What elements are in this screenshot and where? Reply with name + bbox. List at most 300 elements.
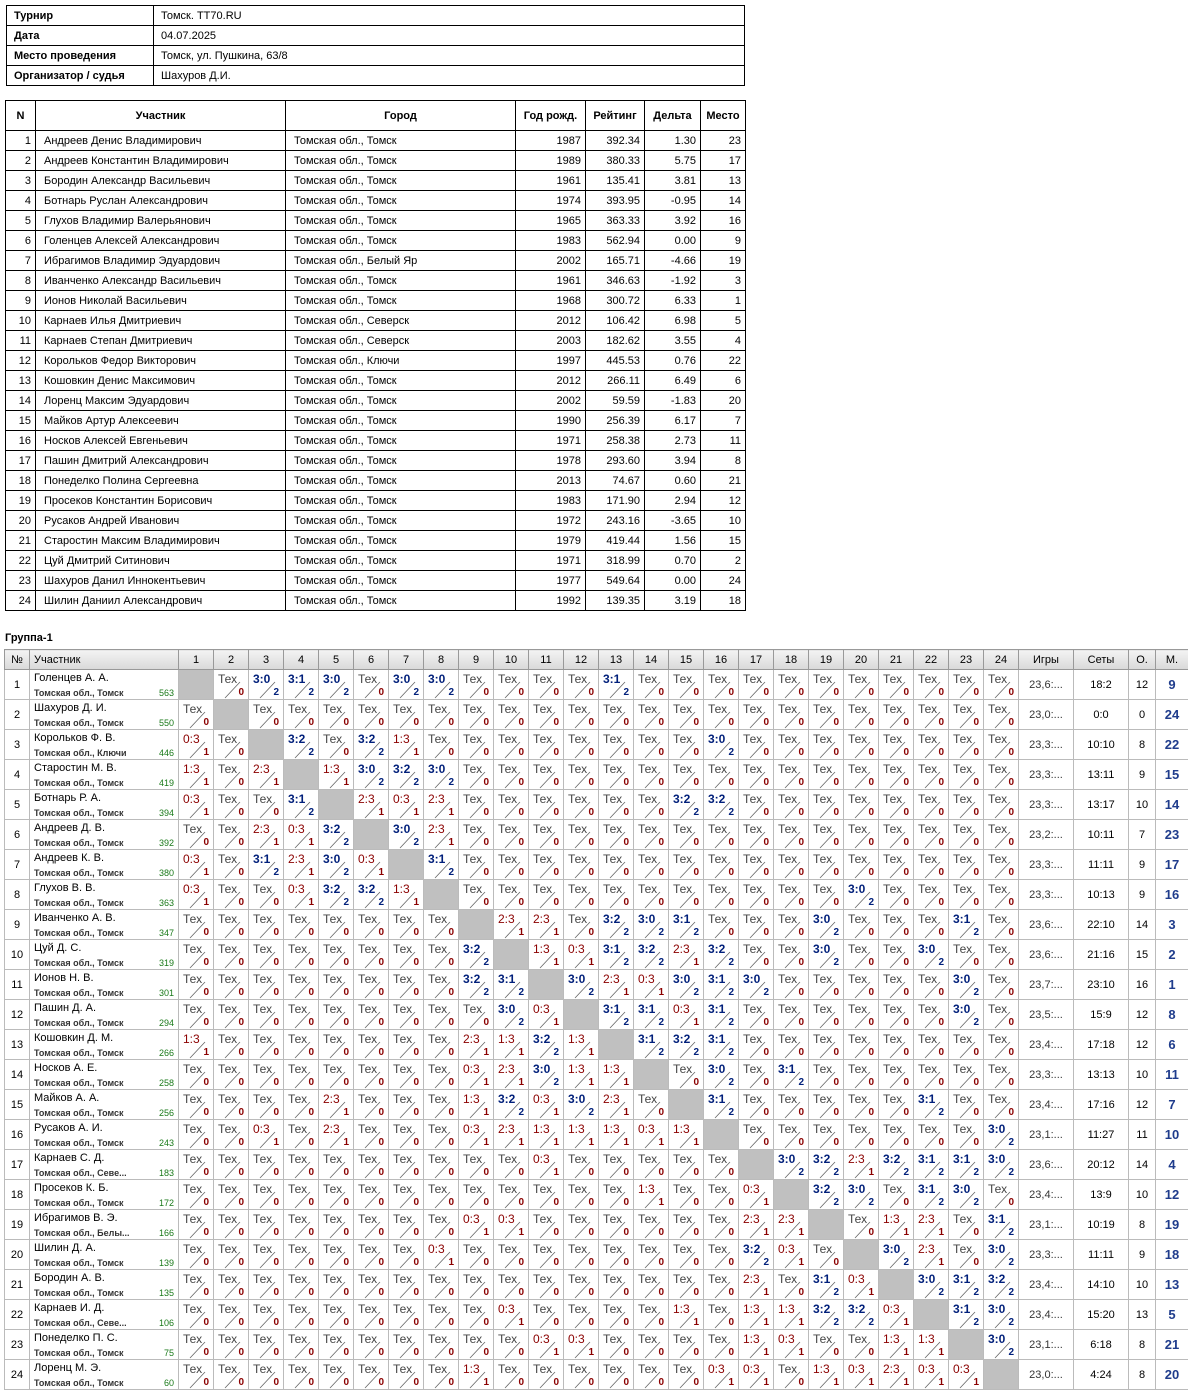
- participant-cell: Кошовкин Денис Максимович: [36, 371, 286, 391]
- grid-participant-cell: [30, 1210, 179, 1240]
- participant-cell: Томская обл., Томск: [286, 271, 516, 291]
- match-result-cell: [494, 790, 529, 820]
- match-score: 3:0: [533, 1062, 551, 1076]
- tech-label: Тех: [848, 942, 868, 956]
- grid-place: 12: [1156, 1180, 1188, 1210]
- tech-label: Тех: [358, 1332, 378, 1346]
- tech-label: Тех: [253, 1302, 273, 1316]
- grid-header-participant: Участник: [30, 650, 179, 670]
- match-result-cell: [564, 1330, 599, 1360]
- grid-participant-cell: [30, 940, 179, 970]
- tech-label: Тех: [918, 702, 938, 716]
- tech-label: Тех: [428, 1212, 448, 1226]
- match-result-cell: [494, 1090, 529, 1120]
- grid-row: [5, 970, 1188, 1000]
- match-result-cell: [319, 1180, 354, 1210]
- match-score: 1:3: [393, 882, 410, 896]
- tech-label: Тех: [883, 882, 903, 896]
- participant-name: Русаков А. И.: [34, 1122, 103, 1134]
- match-score: 3:0: [743, 972, 761, 986]
- tech-points: 0: [693, 1257, 699, 1268]
- grid-row-number: 24: [5, 1360, 30, 1390]
- match-result-cell: [214, 940, 249, 970]
- participant-cell: 17: [6, 451, 36, 471]
- grid-place: 18: [1156, 1240, 1188, 1270]
- tech-points: 0: [763, 1137, 769, 1148]
- tech-points: 0: [273, 1347, 279, 1358]
- tech-label: Тех: [393, 942, 413, 956]
- match-result-cell: [214, 850, 249, 880]
- tech-label: Тех: [428, 1032, 448, 1046]
- tech-label: Тех: [568, 1242, 588, 1256]
- match-result-cell: [284, 700, 319, 730]
- match-result-cell: [494, 1330, 529, 1360]
- tech-label: Тех: [533, 852, 553, 866]
- match-result-cell: [739, 1030, 774, 1060]
- match-points: 2: [588, 1107, 594, 1118]
- match-result-cell: [284, 1240, 319, 1270]
- tech-label: Тех: [323, 1242, 343, 1256]
- participant-cell: 21: [6, 531, 36, 551]
- match-result-cell: [319, 1300, 354, 1330]
- info-label: Дата: [7, 26, 154, 46]
- tech-label: Тех: [568, 762, 588, 776]
- tech-points: 0: [483, 897, 489, 908]
- match-result-cell: [634, 1300, 669, 1330]
- tech-label: Тех: [813, 702, 833, 716]
- tech-label: Тех: [953, 702, 973, 716]
- match-score: 3:1: [708, 1002, 726, 1016]
- match-result-cell: [319, 1210, 354, 1240]
- participant-cell: 3.81: [645, 171, 701, 191]
- match-score: 2:3: [778, 1212, 795, 1226]
- tech-points: 0: [728, 837, 734, 848]
- match-result-cell: [459, 1210, 494, 1240]
- tech-points: 0: [273, 1377, 279, 1388]
- match-result-cell: [949, 670, 984, 700]
- tech-label: Тех: [918, 762, 938, 776]
- match-result-cell: [214, 970, 249, 1000]
- tech-points: 0: [553, 777, 559, 788]
- participant-cell: 266.11: [586, 371, 645, 391]
- match-points: 2: [973, 987, 979, 998]
- match-result-cell: [949, 1210, 984, 1240]
- tech-points: 0: [238, 1227, 244, 1238]
- tech-points: 0: [343, 747, 349, 758]
- match-points: 2: [658, 1017, 664, 1028]
- tech-label: Тех: [218, 1272, 238, 1286]
- tech-label: Тех: [673, 732, 693, 746]
- match-result-cell: [844, 1180, 879, 1210]
- tech-label: Тех: [463, 1152, 483, 1166]
- tech-points: 0: [273, 897, 279, 908]
- tech-points: 0: [343, 957, 349, 968]
- grid-points: 12: [1129, 1030, 1156, 1060]
- match-result-cell: [599, 1180, 634, 1210]
- match-result-cell: [809, 1330, 844, 1360]
- match-points: 1: [763, 1347, 769, 1358]
- tech-points: 0: [623, 747, 629, 758]
- match-result-cell: [529, 1180, 564, 1210]
- participant-name: Цуй Д. С.: [34, 942, 82, 954]
- match-points: 1: [203, 747, 209, 758]
- match-result-cell: [424, 1210, 459, 1240]
- grid-row-number: 12: [5, 1000, 30, 1030]
- grid-diagonal-cell: [984, 1360, 1019, 1390]
- tech-label: Тех: [708, 1212, 728, 1226]
- tech-points: 0: [273, 1257, 279, 1268]
- match-result-cell: [774, 1090, 809, 1120]
- tech-label: Тех: [848, 1032, 868, 1046]
- grid-row: [5, 1060, 1188, 1090]
- match-result-cell: [914, 940, 949, 970]
- grid-games: 23,6:...: [1019, 1150, 1074, 1180]
- match-points: 1: [518, 1047, 524, 1058]
- match-score: 3:0: [358, 762, 376, 776]
- participant-cell: Андреев Константин Владимирович: [36, 151, 286, 171]
- match-result-cell: [984, 820, 1019, 850]
- tech-points: 0: [623, 867, 629, 878]
- match-score: 1:3: [463, 1362, 480, 1376]
- match-points: 1: [273, 777, 279, 788]
- match-points: 1: [483, 1227, 489, 1238]
- match-result-cell: [914, 1120, 949, 1150]
- tech-points: 0: [518, 1287, 524, 1298]
- grid-sets: 14:10: [1074, 1270, 1129, 1300]
- match-result-cell: [214, 1150, 249, 1180]
- grid-sets: 17:18: [1074, 1030, 1129, 1060]
- match-result-cell: [319, 1090, 354, 1120]
- match-result-cell: [669, 880, 704, 910]
- tech-label: Тех: [603, 882, 623, 896]
- grid-row: [5, 1330, 1188, 1360]
- tech-points: 0: [658, 687, 664, 698]
- participant-city: Томская обл., Севе...: [34, 1168, 127, 1178]
- tech-points: 0: [553, 687, 559, 698]
- tech-label: Тех: [323, 702, 343, 716]
- participant-cell: 549.64: [586, 571, 645, 591]
- match-score: 3:0: [498, 1002, 516, 1016]
- match-score: 0:3: [638, 972, 655, 986]
- match-result-cell: [879, 700, 914, 730]
- grid-participant-cell: [30, 880, 179, 910]
- match-result-cell: [354, 760, 389, 790]
- grid-participant-cell: [30, 910, 179, 940]
- match-result-cell: [669, 1300, 704, 1330]
- participant-row: [6, 191, 746, 211]
- tech-points: 0: [798, 957, 804, 968]
- tech-points: 0: [483, 867, 489, 878]
- match-result-cell: [459, 970, 494, 1000]
- grid-games: 23,3:...: [1019, 730, 1074, 760]
- match-result-cell: [389, 1030, 424, 1060]
- grid-participant-cell: [30, 1270, 179, 1300]
- match-result-cell: [494, 1000, 529, 1030]
- participant-cell: 182.62: [586, 331, 645, 351]
- tech-label: Тех: [603, 792, 623, 806]
- match-score: 0:3: [883, 1302, 900, 1316]
- tech-label: Тех: [323, 972, 343, 986]
- match-result-cell: [284, 1270, 319, 1300]
- tech-points: 0: [378, 717, 384, 728]
- match-result-cell: [809, 1030, 844, 1060]
- grid-header-opponent: 21: [879, 650, 914, 670]
- grid-sets: 15:9: [1074, 1000, 1129, 1030]
- tech-label: Тех: [568, 852, 588, 866]
- participant-cell: 2: [701, 551, 746, 571]
- tech-points: 0: [588, 807, 594, 818]
- match-points: 1: [483, 1077, 489, 1088]
- match-result-cell: [879, 790, 914, 820]
- match-result-cell: [179, 730, 214, 760]
- grid-points: 10: [1129, 1060, 1156, 1090]
- tech-label: Тех: [673, 672, 693, 686]
- match-result-cell: [949, 1150, 984, 1180]
- grid-sets: 20:12: [1074, 1150, 1129, 1180]
- match-result-cell: [459, 1300, 494, 1330]
- grid-header-opponent: 15: [669, 650, 704, 670]
- tech-points: 0: [938, 1047, 944, 1058]
- match-result-cell: [179, 820, 214, 850]
- match-result-cell: [354, 1000, 389, 1030]
- match-result-cell: [319, 850, 354, 880]
- tech-points: 0: [308, 1257, 314, 1268]
- match-result-cell: [249, 1090, 284, 1120]
- match-result-cell: [284, 1360, 319, 1390]
- tech-label: Тех: [393, 1182, 413, 1196]
- match-score: 0:3: [183, 732, 200, 746]
- match-result-cell: [424, 1330, 459, 1360]
- participant-cell: 1.56: [645, 531, 701, 551]
- match-result-cell: [564, 820, 599, 850]
- tech-label: Тех: [288, 1272, 308, 1286]
- match-points: 2: [518, 987, 524, 998]
- tech-points: 0: [1008, 747, 1014, 758]
- tech-label: Тех: [813, 822, 833, 836]
- match-points: 2: [378, 777, 384, 788]
- match-points: 1: [728, 1377, 734, 1388]
- match-result-cell: [214, 1270, 249, 1300]
- tech-points: 0: [343, 1347, 349, 1358]
- match-points: 2: [833, 1197, 839, 1208]
- tech-points: 0: [238, 1167, 244, 1178]
- match-result-cell: [459, 1240, 494, 1270]
- match-points: 1: [553, 1137, 559, 1148]
- tech-label: Тех: [918, 972, 938, 986]
- match-score: 1:3: [183, 1032, 200, 1046]
- tech-label: Тех: [883, 1002, 903, 1016]
- match-result-cell: [984, 1150, 1019, 1180]
- tech-points: 0: [798, 747, 804, 758]
- match-result-cell: [774, 880, 809, 910]
- grid-participant-cell: [30, 850, 179, 880]
- match-result-cell: [914, 1150, 949, 1180]
- grid-row: [5, 1090, 1188, 1120]
- tech-label: Тех: [498, 1152, 518, 1166]
- tech-points: 0: [763, 957, 769, 968]
- grid-header-opponent: 20: [844, 650, 879, 670]
- match-score: 1:3: [533, 1122, 550, 1136]
- participant-cell: Томская обл., Ключи: [286, 351, 516, 371]
- participant-cell: 1971: [516, 551, 586, 571]
- tech-label: Тех: [218, 1182, 238, 1196]
- participant-cell: Томская обл., Томск: [286, 211, 516, 231]
- match-score: 3:2: [673, 792, 691, 806]
- tech-points: 0: [378, 1047, 384, 1058]
- participant-name: Карнаев С. Д.: [34, 1152, 105, 1164]
- match-result-cell: [914, 1060, 949, 1090]
- participant-cell: 2003: [516, 331, 586, 351]
- tech-label: Тех: [463, 1332, 483, 1346]
- participant-cell: Томская обл., Томск: [286, 571, 516, 591]
- tech-points: 0: [413, 1317, 419, 1328]
- tech-points: 0: [238, 1317, 244, 1328]
- match-points: 1: [798, 1257, 804, 1268]
- match-points: 2: [938, 1167, 944, 1178]
- participant-cell: 10: [6, 311, 36, 331]
- match-result-cell: [739, 910, 774, 940]
- tech-label: Тех: [638, 1152, 658, 1166]
- participant-city: Томская обл., Томск: [34, 1018, 124, 1028]
- participant-row: [6, 371, 746, 391]
- tech-label: Тех: [218, 1212, 238, 1226]
- tech-label: Тех: [778, 1362, 798, 1376]
- participant-cell: 171.90: [586, 491, 645, 511]
- match-result-cell: [669, 730, 704, 760]
- match-score: 1:3: [883, 1332, 900, 1346]
- tech-points: 0: [728, 927, 734, 938]
- match-result-cell: [319, 880, 354, 910]
- match-score: 0:3: [533, 1152, 550, 1166]
- match-result-cell: [424, 1090, 459, 1120]
- participant-cell: Томская обл., Томск: [286, 471, 516, 491]
- match-result-cell: [284, 1000, 319, 1030]
- tech-points: 0: [483, 777, 489, 788]
- tech-points: 0: [623, 1167, 629, 1178]
- grid-row-number: 13: [5, 1030, 30, 1060]
- tech-points: 0: [728, 1167, 734, 1178]
- tech-label: Тех: [253, 1062, 273, 1076]
- match-result-cell: [739, 850, 774, 880]
- match-points: 2: [833, 1167, 839, 1178]
- tech-label: Тех: [533, 702, 553, 716]
- tech-points: 0: [518, 1257, 524, 1268]
- grid-sets: 13:9: [1074, 1180, 1129, 1210]
- tech-points: 0: [973, 687, 979, 698]
- tech-label: Тех: [673, 702, 693, 716]
- match-points: 1: [518, 1137, 524, 1148]
- match-points: 2: [1008, 1137, 1014, 1148]
- participant-cell: 9: [6, 291, 36, 311]
- match-score: 3:2: [708, 942, 726, 956]
- tech-points: 0: [553, 1317, 559, 1328]
- tech-points: 0: [343, 1377, 349, 1388]
- match-points: 2: [903, 1257, 909, 1268]
- tech-points: 0: [273, 1077, 279, 1088]
- tech-points: 0: [623, 1197, 629, 1208]
- match-points: 2: [588, 987, 594, 998]
- tech-points: 0: [868, 687, 874, 698]
- match-result-cell: [739, 760, 774, 790]
- match-result-cell: [529, 1000, 564, 1030]
- tech-points: 0: [763, 777, 769, 788]
- participant-rating: 419: [158, 778, 174, 788]
- tech-label: Тех: [183, 1302, 203, 1316]
- grid-participant-cell: [30, 1150, 179, 1180]
- participant-row: [6, 431, 746, 451]
- match-points: 1: [343, 1137, 349, 1148]
- match-points: 2: [938, 1107, 944, 1118]
- tech-points: 0: [273, 1287, 279, 1298]
- match-score: 0:3: [708, 1362, 725, 1376]
- tech-label: Тех: [253, 792, 273, 806]
- match-points: 1: [308, 837, 314, 848]
- tech-label: Тех: [428, 1062, 448, 1076]
- match-result-cell: [354, 1330, 389, 1360]
- tech-label: Тех: [323, 942, 343, 956]
- match-result-cell: [949, 880, 984, 910]
- participant-cell: 22: [6, 551, 36, 571]
- match-result-cell: [424, 850, 459, 880]
- match-result-cell: [809, 1360, 844, 1390]
- tech-label: Тех: [463, 1272, 483, 1286]
- match-result-cell: [354, 1240, 389, 1270]
- match-points: 2: [448, 867, 454, 878]
- participant-row: [6, 151, 746, 171]
- participant-cell: Карнаев Илья Дмитриевич: [36, 311, 286, 331]
- match-score: 1:3: [498, 1032, 515, 1046]
- tech-label: Тех: [883, 1122, 903, 1136]
- match-points: 2: [1008, 1257, 1014, 1268]
- match-result-cell: [984, 1180, 1019, 1210]
- grid-place: 10: [1156, 1120, 1188, 1150]
- grid-games: 23,4:...: [1019, 1300, 1074, 1330]
- match-result-cell: [354, 730, 389, 760]
- participant-cell: 392.34: [586, 131, 645, 151]
- participant-cell: Майков Артур Алексеевич: [36, 411, 286, 431]
- tech-points: 0: [938, 897, 944, 908]
- match-score: 3:2: [498, 1092, 516, 1106]
- grid-diagonal-cell: [669, 1090, 704, 1120]
- match-result-cell: [284, 1030, 319, 1060]
- grid-row-number: 15: [5, 1090, 30, 1120]
- tech-points: 0: [378, 1377, 384, 1388]
- tech-label: Тех: [638, 762, 658, 776]
- grid-place: 1: [1156, 970, 1188, 1000]
- tech-label: Тех: [393, 1122, 413, 1136]
- tech-label: Тех: [393, 1152, 413, 1166]
- match-result-cell: [214, 1330, 249, 1360]
- match-result-cell: [529, 1120, 564, 1150]
- tech-points: 0: [203, 1167, 209, 1178]
- tech-label: Тех: [778, 732, 798, 746]
- tech-points: 0: [413, 1047, 419, 1058]
- match-result-cell: [179, 970, 214, 1000]
- tech-points: 0: [693, 897, 699, 908]
- grid-games: 23,4:...: [1019, 1090, 1074, 1120]
- grid-games: 23,3:...: [1019, 760, 1074, 790]
- match-score: 3:1: [953, 1152, 971, 1166]
- participant-city: Томская обл., Томск: [34, 718, 124, 728]
- tech-points: 0: [203, 1347, 209, 1358]
- match-result-cell: [844, 1300, 879, 1330]
- match-score: 0:3: [533, 1002, 550, 1016]
- match-result-cell: [844, 730, 879, 760]
- tech-label: Тех: [708, 882, 728, 896]
- tech-label: Тех: [918, 912, 938, 926]
- match-result-cell: [809, 1000, 844, 1030]
- grid-points: 12: [1129, 670, 1156, 700]
